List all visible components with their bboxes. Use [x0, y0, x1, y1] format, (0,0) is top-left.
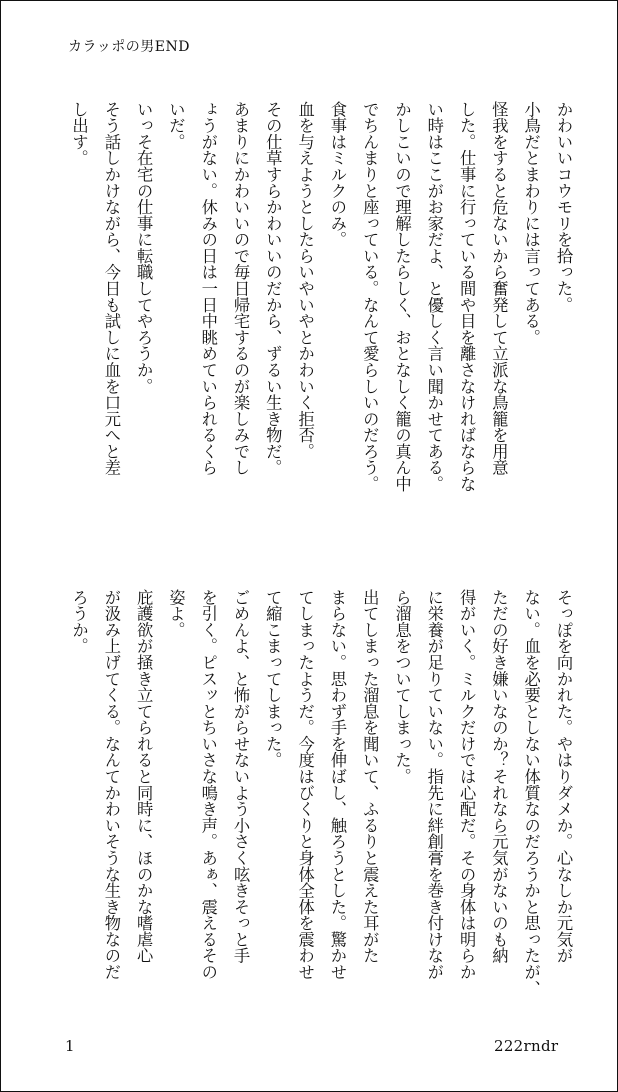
text-line: ごめんよ、と怖がらせないよう小さく呟きそっと手 [231, 589, 251, 964]
text-line: でちんまりと座っている。なんて愛らしいのだろう。 [360, 101, 380, 492]
text-line: した。仕事に行っている間や目を離さなければならな [457, 101, 477, 492]
text-block-bottom [19, 589, 579, 1029]
text-line: 庇護欲が掻き立てられると同時に、ほのかな嗜虐心 [134, 589, 154, 964]
text-line: に栄養が足りていない。指先に絆創膏を巻き付けなが [424, 589, 444, 980]
author-name: 222rndr [494, 1037, 559, 1055]
text-line: 得がいく。ミルクだけでは心配だ。その身体は明らか [457, 589, 477, 980]
page-header-title: カラッポの男END [68, 39, 190, 55]
text-block-top [19, 101, 579, 561]
text-line: い時はここがお家だよ、と優しく言い聞かせてある。 [424, 101, 444, 492]
text-line: ろうか。 [69, 589, 89, 655]
text-line: 小鳥だとまわりには言ってある。 [521, 101, 541, 346]
text-line: ただの好き嫌いなのか？それなら元気がないのも納 [489, 589, 509, 964]
text-line: 姿よ。 [166, 589, 186, 638]
page-number: 1 [65, 1037, 75, 1055]
text-line: 出てしまった溜息を聞いて、ふるりと震えた耳がた [360, 589, 380, 964]
text-line: かわいいコウモリを拾った。 [554, 101, 573, 313]
text-line: ら溜息をついてしまった。 [392, 589, 412, 785]
text-line: 食事はミルクのみ。 [327, 101, 347, 248]
text-line: いっそ在宅の仕事に転職してやろうか。 [134, 101, 154, 395]
text-line: し出す。 [69, 101, 89, 167]
text-line: を引く。ピスッとちいさな鳴き声。あぁ、震えるその [198, 589, 218, 980]
text-line: いだ。 [166, 101, 186, 150]
text-line: て縮こまってしまった。 [263, 589, 283, 769]
text-line: てしまったようだ。今度はびくりと身体全体を震わせ [295, 589, 315, 980]
text-line: あまりにかわいいので毎日帰宅するのが楽しみでし [231, 101, 251, 476]
text-line: ない。血を必要としない体質なのだろうかと思ったが、 [521, 589, 541, 997]
text-line: 怪我をすると危ないから奮発して立派な鳥籠を用意 [489, 101, 509, 476]
text-line: そう話しかけながら、今日も試しに血を口元へと差 [101, 101, 121, 476]
text-line: その仕草すらかわいいのだから、ずるい生き物だ。 [263, 101, 283, 476]
text-line: 血を与えようとしたらいやいやとかわいく拒否。 [295, 101, 315, 460]
text-line: ょうがない。休みの日は一日中眺めていられるくら [198, 101, 218, 476]
text-line: そっぽを向かれた。やはりダメか。心なしか元気が [554, 589, 573, 964]
text-line: まらない。思わず手を伸ばし、触ろうとした。驚かせ [327, 589, 347, 980]
text-line: かしこいので理解したらしく、おとなしく籠の真ん中 [392, 101, 412, 492]
text-line: が汲み上げてくる。なんてかわいそうな生き物なのだ [101, 589, 121, 980]
